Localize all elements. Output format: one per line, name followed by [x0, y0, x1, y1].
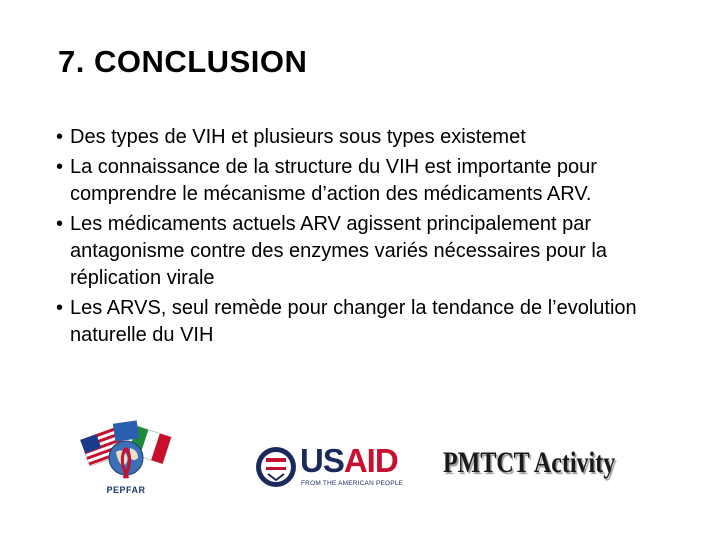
usaid-wordmark: USAID — [300, 442, 398, 479]
pepfar-flags-icon — [80, 418, 172, 486]
usaid-seal-icon — [254, 440, 298, 494]
bullet-item: • Les médicaments actuels ARV agissent principalement par antagonisme contre des enzymes variés nécessaires pour la réplication virale — [56, 211, 696, 292]
pepfar-label: PEPFAR — [106, 485, 146, 495]
usaid-logo — [254, 440, 404, 494]
bullet-list — [56, 124, 696, 352]
slide-title: 7. CONCLUSION — [58, 44, 308, 79]
bullet-item: • Des types de VIH et plusieurs sous types existemet — [56, 124, 696, 151]
pmtct-activity-logo: PMTCT Activity — [443, 446, 616, 479]
usaid-subtitle: FROM THE AMERICAN PEOPLE — [301, 480, 404, 487]
bullet-item: • La connaissance de la structure du VIH est importante pour comprendre le mécanisme d’action des médicaments ARV. — [56, 154, 696, 208]
bullet-item: • Les ARVS, seul remède pour changer la tendance de l’evolution naturelle du VIH — [56, 295, 696, 349]
pepfar-logo — [80, 418, 172, 498]
